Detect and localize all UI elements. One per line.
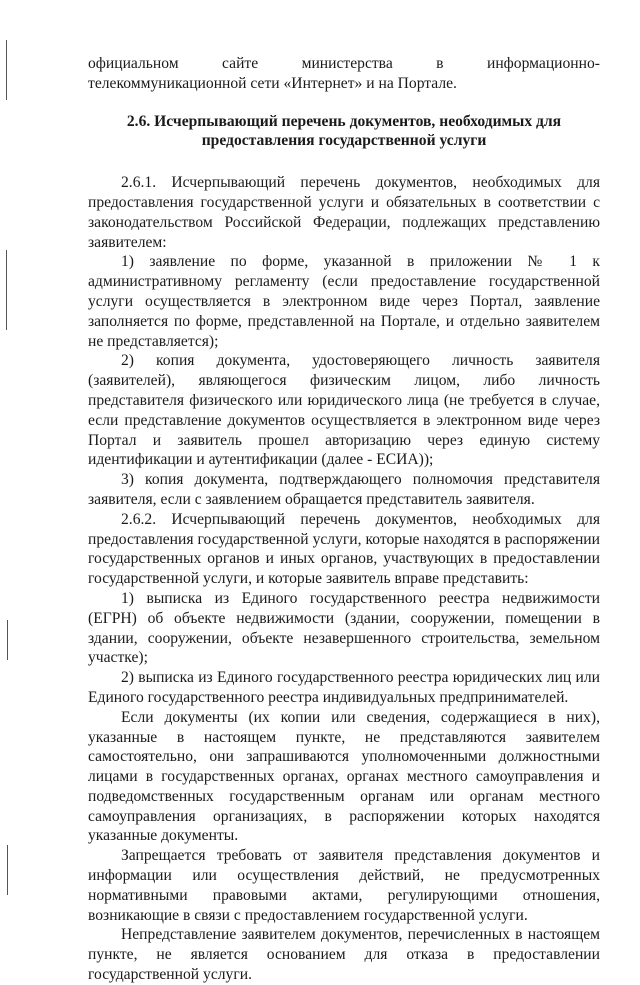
paragraph-non-submission: Непредставление заявителем документов, перечисленных в настоящем пункте, не является основанием для отказа в предоставлении государственной услуги. — [88, 926, 600, 984]
list-item-egrn: 1) выписка из Единого государственного реестра недвижимости (ЕГРН) об объекте недвижимости (здании, сооружении, помещении в здании, сооружении, объекте незавершенного строительства, земельном участке); — [88, 589, 600, 667]
document-page — [88, 54, 600, 985]
scan-edge-mark — [7, 845, 8, 895]
paragraph-documents-request: Если документы (их копии или сведения, содержащиеся в них), указанные в настоящем пункте, не представляются заявителем самостоятельно, они запрашиваются уполномоченными должностными лицами в государственных органах, органах местного самоуправления и подведомственных государственным органам или органам местного самоуправления организациях, в распоряжении которых находятся указанные документы. — [88, 708, 600, 845]
scan-edge-mark — [6, 40, 7, 100]
list-item-1: 1) заявление по форме, указанной в приложении № 1 к административному регламенту (если предоставление государственной услуги осуществляется в электронном виде через Портал, заявление заполняется по форме, представленной на Портале, и отдельно заявителем не представляется); — [88, 253, 600, 350]
paragraph-prohibition: Запрещается требовать от заявителя представления документов и информации или осуществления действий, не предусмотренных нормативными правовыми актами, регулирующими отношения, возникающие в связи с предоставлением государственной услуги. — [88, 847, 600, 924]
list-item-egrul: 2) выписка из Единого государственного реестра юридических лиц или Единого государственного реестра индивидуальных предпринимателей. — [88, 669, 600, 706]
list-item-3: 3) копия документа, подтверждающего полномочия представителя заявителя, если с заявлением обращается представитель заявителя. — [88, 471, 600, 508]
scan-edge-mark — [6, 250, 7, 330]
section-title: 2.6. Исчерпывающий перечень документов, необходимых для предоставления государственной услуги — [126, 112, 562, 150]
scan-edge-mark — [7, 620, 8, 660]
paragraph-2-6-2: 2.6.2. Исчерпывающий перечень документов, необходимых для предоставления государственной услуги, которые находятся в распоряжении государственных органов и иных органов, участвующих в предоставлении государственной услуги, и которые заявитель вправе представить: — [88, 510, 600, 588]
intro-paragraph: официальном сайте министерства в информационно-телекоммуникационной сети «Интернет» и на Портале. — [88, 55, 600, 92]
list-item-2: 2) копия документа, удостоверяющего личность заявителя (заявителей), являющегося физическим лицом, либо личность представителя физического или юридического лица (не требуется в случае, если представление документов осуществляется в электронном виде через Портал и заявитель прошел авторизацию через единую систему идентификации и аутентификации (далее - ЕСИА)); — [88, 352, 600, 469]
paragraph-2-6-1: 2.6.1. Исчерпывающий перечень документов, необходимых для предоставления государственной услуги и обязательных в соответствии с законодательством Российской Федерации, подлежащих представлению заявителем: — [88, 174, 600, 251]
